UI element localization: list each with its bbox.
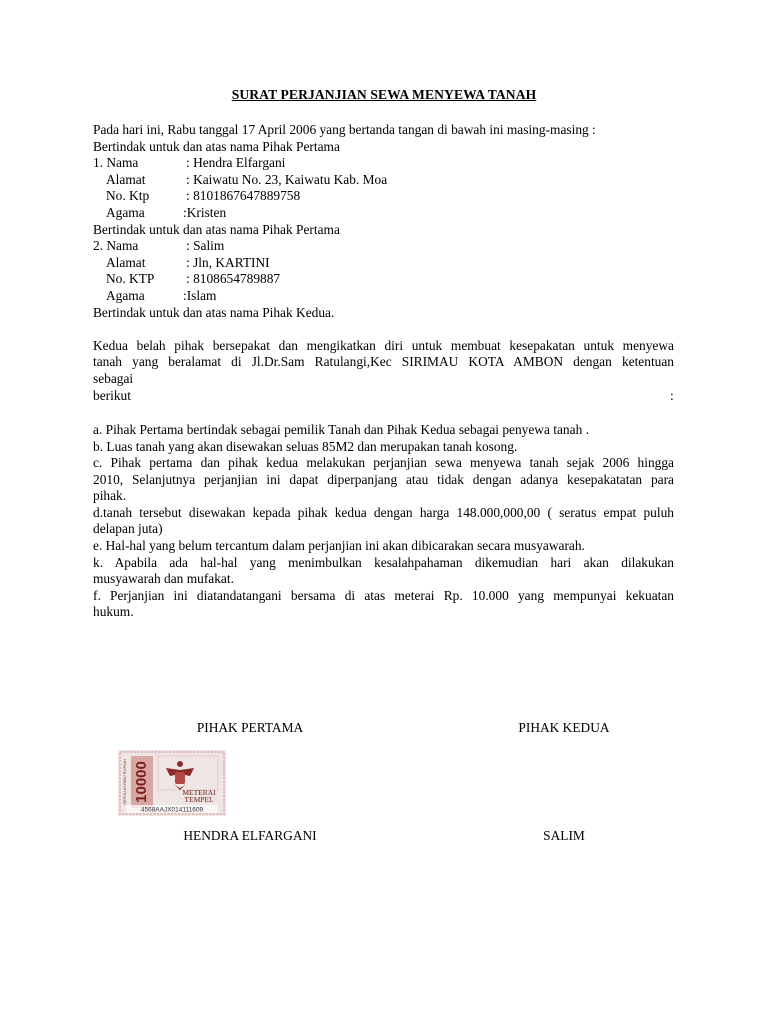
party1-agama-label: Agama — [106, 205, 145, 220]
stamp-text-meterai: METERAI — [182, 788, 216, 797]
stamp-text-tempel: TEMPEL — [184, 795, 214, 804]
party1-alamat-label: Alamat — [106, 172, 146, 187]
party2-nama-value: : Salim — [186, 238, 225, 253]
svg-text:SEPULUH RIBU RUPIAH: SEPULUH RIBU RUPIAH — [122, 759, 127, 805]
party2-ktp-value: : 8108654789887 — [186, 271, 281, 286]
acting-first-2: Bertindak untuk dan atas nama Pihak Pertama — [93, 222, 340, 237]
clause-c-line-2: 2010, Selanjutnya perjanjian ini dapat diperpanjang atau tidak dengan adanya kesepakatatan para — [93, 472, 674, 487]
first-party-label: PIHAK PERTAMA — [196, 720, 304, 735]
stamp-serial: 4568AAJX014111609 — [140, 806, 204, 814]
clause-b: b. Luas tanah yang akan disewakan seluas 85M2 dan merupakan tanah kosong. — [93, 439, 518, 454]
party1-agama-value: :Kristen — [183, 205, 227, 220]
clause-d-line-2: delapan juta) — [93, 521, 163, 536]
clause-c-line-3: pihak. — [93, 488, 127, 503]
clause-d-line-1: d.tanah tersebut disewakan kepada pihak kedua dengan harga 148.000,000,00 ( seratus empat puluh — [93, 505, 674, 520]
intro-text: Pada hari ini, Rabu tanggal 17 April 2006 yang bertanda tangan di bawah ini masing-masing : — [93, 122, 596, 137]
clause-k-line-2: musyawarah dan mufakat. — [93, 571, 234, 586]
agreement-line-1: Kedua belah pihak bersepakat dan mengikatkan diri untuk membuat kesepakatan untuk menyewa — [93, 338, 674, 353]
second-party-name: SALIM — [543, 828, 585, 843]
party1-ktp-label: No. Ktp — [106, 188, 150, 203]
clause-a: a. Pihak Pertama bertindak sebagai pemilik Tanah dan Pihak Kedua sebagai penyewa tanah . — [93, 422, 589, 437]
clause-f-line-1: f. Perjanjian ini diatandatangani bersama di atas meterai Rp. 10.000 yang mempunyai kekuatan — [93, 588, 674, 603]
party2-alamat-label: Alamat — [106, 255, 146, 270]
document-title: SURAT PERJANJIAN SEWA MENYEWA TANAH — [231, 87, 537, 102]
clause-f-line-2: hukum. — [93, 604, 134, 619]
party2-nama-label: 2. Nama — [93, 238, 139, 253]
first-party-name: HENDRA ELFARGANI — [183, 828, 317, 843]
agreement-line-2: tanah yang beralamat di Jl.Dr.Sam Ratulangi,Kec SIRIMAU KOTA AMBON dengan ketentuan — [93, 354, 674, 369]
agreement-line-3: sebagai — [93, 371, 134, 386]
clause-k-line-1: k. Apabila ada hal-hal yang menimbulkan kesalahpahaman dikemudian hari akan dilakukan — [93, 555, 674, 570]
party2-agama-value: :Islam — [183, 288, 217, 303]
agreement-colon: : — [670, 388, 674, 403]
acting-first-1: Bertindak untuk dan atas nama Pihak Pertama — [93, 139, 340, 154]
party2-ktp-label: No. KTP — [106, 271, 155, 286]
party1-nama-value: : Hendra Elfargani — [186, 155, 286, 170]
party1-ktp-value: : 8101867647889758 — [186, 188, 301, 203]
party1-nama-label: 1. Nama — [93, 155, 139, 170]
stamp-value: 10000 — [133, 761, 150, 803]
party2-alamat-value: : Jln, KARTINI — [186, 255, 270, 270]
party1-alamat-value: : Kaiwatu No. 23, Kaiwatu Kab. Moa — [186, 172, 388, 187]
party2-agama-label: Agama — [106, 288, 145, 303]
clause-e: e. Hal-hal yang belum tercantum dalam perjanjian ini akan dibicarakan secara musyawarah. — [93, 538, 585, 553]
agreement-line-4: berikut — [93, 388, 131, 403]
acting-second: Bertindak untuk dan atas nama Pihak Kedua. — [93, 305, 335, 320]
meterai-stamp — [118, 750, 226, 816]
clause-c-line-1: c. Pihak pertama dan pihak kedua melakukan perjanjian sewa menyewa tanah sejak 2006 hingga — [93, 455, 674, 470]
second-party-label: PIHAK KEDUA — [518, 720, 610, 735]
